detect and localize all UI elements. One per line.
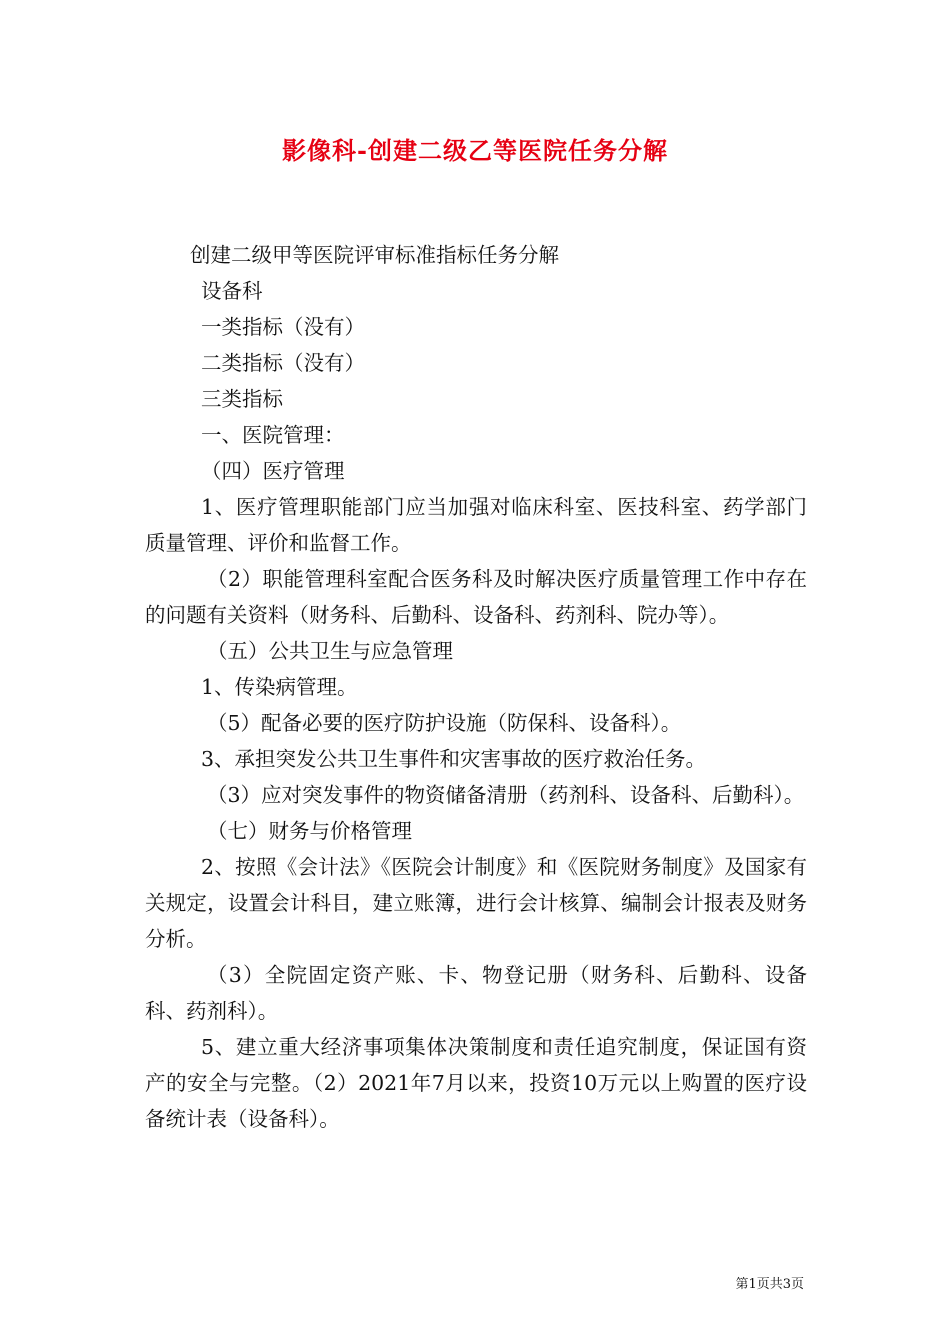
- paragraph-18: 5、建立重大经济事项集体决策制度和责任追究制度，保证国有资产的安全与完整。（2）2021年7月以来，投资10万元以上购置的医疗设备统计表（设备科）。: [145, 1035, 807, 1131]
- paragraph-16: 2、按照《会计法》《医院会计制度》和《医院财务制度》及国家有关规定，设置会计科目，建立账簿，进行会计核算、编制会计报表及财务分析。: [145, 855, 807, 951]
- paragraph-6: 一、医院管理：: [201, 423, 345, 447]
- document-body: [145, 237, 807, 1137]
- document-title: 影像科-创建二级乙等医院任务分解: [282, 136, 668, 165]
- paragraph-17: （3）全院固定资产账、卡、物登记册（财务科、后勤科、设备科、药剂科）。: [145, 963, 807, 1023]
- paragraph-1: 创建二级甲等医院评审标准指标任务分解: [190, 243, 559, 267]
- paragraph-14: （3）应对突发事件的物资储备清册（药剂科、设备科、后勤科）。: [207, 783, 805, 807]
- paragraph-15: （七）财务与价格管理: [207, 819, 412, 843]
- paragraph-2: 设备科: [201, 279, 263, 303]
- paragraph-4: 二类指标（没有）: [201, 351, 365, 375]
- paragraph-7: （四）医疗管理: [201, 459, 345, 483]
- paragraph-8: 1、医疗管理职能部门应当加强对临床科室、医技科室、药学部门质量管理、评价和监督工作。: [145, 495, 807, 555]
- paragraph-3: 一类指标（没有）: [201, 315, 365, 339]
- paragraph-9: （2）职能管理科室配合医务科及时解决医疗质量管理工作中存在的问题有关资料（财务科、后勤科、设备科、药剂科、院办等）。: [145, 567, 807, 627]
- paragraph-11: 1、传染病管理。: [201, 675, 358, 699]
- page-indicator: 第1页共3页: [735, 1277, 804, 1292]
- paragraph-5: 三类指标: [201, 387, 283, 411]
- paragraph-10: （五）公共卫生与应急管理: [207, 639, 453, 663]
- paragraph-13: 3、承担突发公共卫生事件和灾害事故的医疗救治任务。: [201, 747, 707, 771]
- paragraph-12: （5）配备必要的医疗防护设施（防保科、设备科）。: [207, 711, 682, 735]
